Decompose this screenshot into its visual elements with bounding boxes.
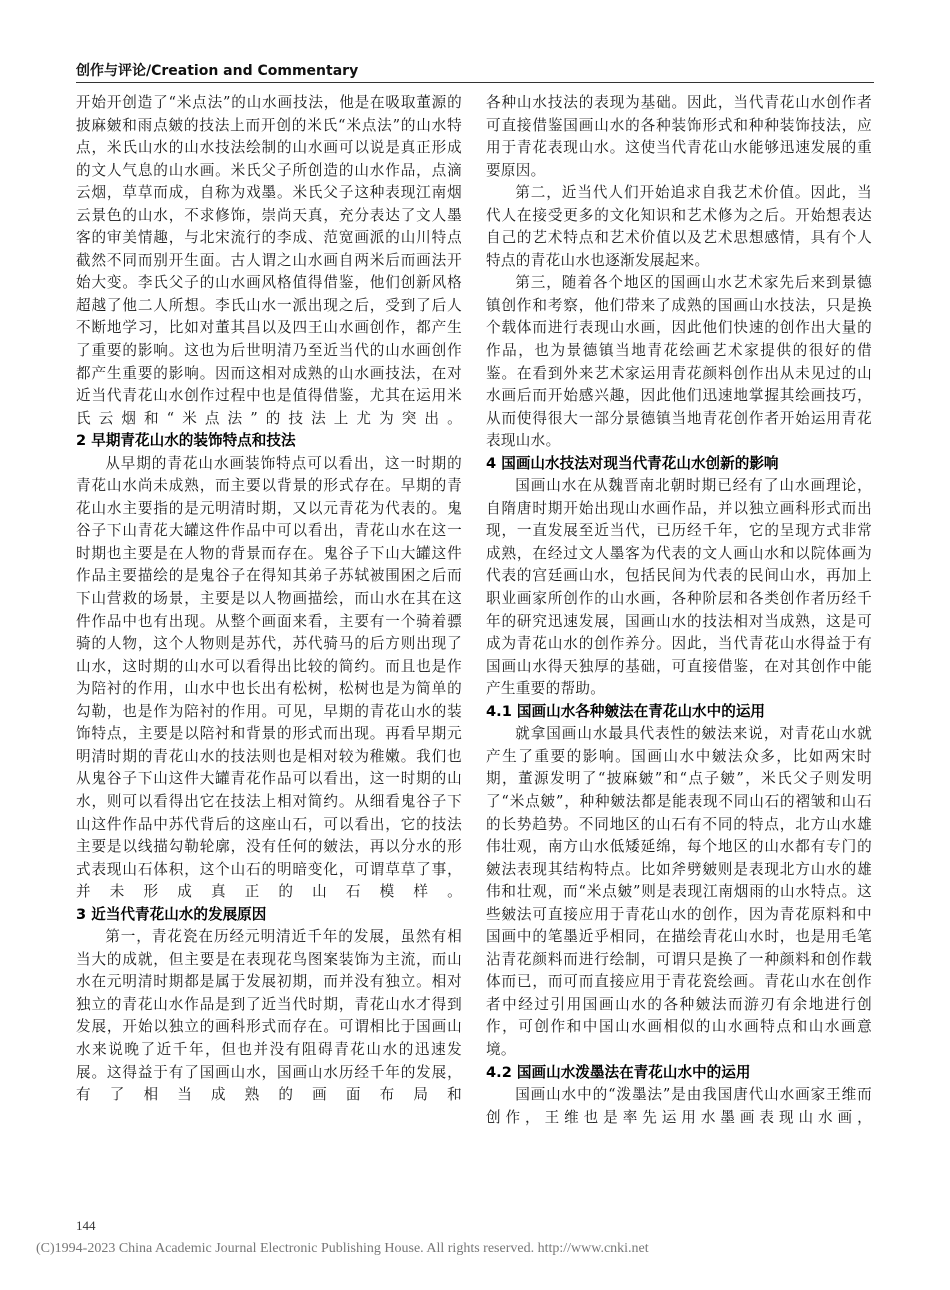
- journal-header: 创作与评论/Creation and Commentary: [76, 63, 359, 79]
- section-heading: 2 早期青花山水的装饰特点和技法: [76, 432, 296, 450]
- header-divider: [76, 82, 874, 83]
- paragraph: 各种山水技法的表现为基础。因此，当代青花山水创作者可直接借鉴国画山水的各种装饰形式和种种装饰技法，应用于青花表现山水。这使当代青花山水能够迅速发展的重要原因。: [486, 94, 872, 179]
- right-column: [486, 92, 872, 1129]
- paragraph: 开始开创造了“米点法”的山水画技法，他是在吸取董源的披麻皴和雨点皴的技法上而开创的米氏“米点法”的山水特点，米氏山水的山水技法绘制的山水画可以说是真正形成的文人气息的山水画。米氏父子所创造的山水作品，点滴云烟，草草而成，自称为戏墨。米氏父子这种表现江南烟云景色的山水，不求修饰，崇尚天真，充分表达了文人墨客的审美情趣，与北宋流行的李成、范宽画派的山川特点截然不同而别开生面。古人谓之山水画自两米后而画法开始大变。李氏父子的山水画风格值得借鉴，他们创新风格超越了他二人所想。李氏山水一派出现之后，受到了后人不断地学习，比如对董其昌以及四王山水画创作，都产生了重要的影响。这也为后世明清乃至近当代的山水画创作都产生重要的影响。因而这相对成熟的山水画技法，在对近当代青花山水创作过程中也是值得借鉴，尤其在运用米氏云烟和“米点法”的技法上尤为突出。: [76, 94, 462, 427]
- subsection-heading: 4.1 国画山水各种皴法在青花山水中的运用: [486, 702, 766, 720]
- paragraph: 国画山水中的“泼墨法”是由我国唐代山水画家王维而创作，王维也是率先运用水墨画表现山水画，: [486, 1086, 872, 1126]
- left-column: [76, 92, 462, 1107]
- paragraph: 就拿国画山水最具代表性的皴法来说，对青花山水就产生了重要的影响。国画山水中皴法众多，比如两宋时期，董源发明了“披麻皴”和“点子皴”，米氏父子则发明了“米点皴”，种种皴法都是能表现不同山石的褶皱和山石的长势趋势。不同地区的山石有不同的特点，北方山水雄伟壮观，南方山水低矮延绵，每个地区的山水都有专门的皴法表现其结构特点。比如斧劈皴则是表现北方山水的雄伟和壮观，而“米点皴”则是表现江南烟雨的山水特点。这些皴法可直接应用于青花山水的创作，因为青花原料和中国画中的笔墨近乎相同，在描绘青花山水时，也是用毛笔沾青花颜料而进行绘制，可谓只是换了一种颜料和创作载体而已，而可而直接应用于青花瓷绘画。青花山水在创作者中经过引用国画山水的各种皴法而游刃有余地进行创作，可创作和中国山水画相似的山水画特点和山水画意境。: [486, 725, 872, 1058]
- section-heading: 3 近当代青花山水的发展原因: [76, 905, 267, 923]
- paragraph: 国画山水在从魏晋南北朝时期已经有了山水画理论，自隋唐时期开始出现山水画作品，并以独立画科形式而出现，一直发展至近当代，已历经千年，它的呈现方式非常成熟，在经过文人墨客为代表的文人画山水和以院体画为代表的宫廷画山水，包括民间为代表的民间山水，再加上职业画家所创作的山水画，各种阶层和各类创作者历经千年的研究迅速发展，国画山水的技法相对当成熟，这是可成为青花山水的创作养分。因此，当代青花山水得益于有国画山水得天独厚的基础，可直接借鉴，在对其创作中能产生重要的帮助。: [486, 477, 872, 698]
- paragraph: 第三，随着各个地区的国画山水艺术家先后来到景德镇创作和考察，他们带来了成熟的国画山水技法，只是换个载体而进行表现山水画，因此他们快速的创作出大量的作品，也为景德镇当地青花绘画艺术家提供的很好的借鉴。在看到外来艺术家运用青花颜料创作出从未见过的山水画后而开始感兴趣，因此他们迅速地掌握其绘画技巧，从而使得很大一部分景德镇当地青花创作者开始运用青花表现山水。: [486, 274, 872, 450]
- section-heading: 4 国画山水技法对现当代青花山水创新的影响: [486, 454, 779, 472]
- copyright-notice: (C)1994-2023 China Academic Journal Electronic Publishing House. All rights reserved. http://www.cnki.net: [36, 1241, 649, 1256]
- paragraph: 第一，青花瓷在历经元明清近千年的发展，虽然有相当大的成就，但主要是在表现花鸟图案装饰为主流，而山水在元明清时期都是属于发展初期，而并没有独立。相对独立的青花山水作品是到了近当代时期，青花山水才得到发展，开始以独立的画科形式而存在。可谓相比于国画山水来说晚了近千年，但也并没有阻碍青花山水的迅速发展。这得益于有了国画山水，国画山水历经千年的发展，有了相当成熟的画面布局和: [76, 928, 462, 1104]
- paragraph: 从早期的青花山水画装饰特点可以看出，这一时期的青花山水尚未成熟，而主要以背景的形式存在。早期的青花山水主要指的是元明清时期，又以元青花为代表的。鬼谷子下山青花大罐这件作品中可以看出，青花山水在这一时期也主要是在人物的背景而存在。鬼谷子下山大罐这件作品主要描绘的是鬼谷子在得知其弟子苏轼被围困之后而下山营救的场景，主要是以人物画描绘，而山水在其在这件作品中也有出现。从整个画面来看，主要有一个骑着骠骑的人物，这个人物则是苏代，苏代骑马的后方则出现了山水，这时期的山水可以看得出比较的简约。而且也是作为陪衬的作用，山水中也长出有松树，松树也是为简单的勾勒，也是作为陪衬的作用。可见，早期的青花山水的装饰特点，主要是以陪衬和背景的形式而出现。再看早期元明清时期的青花山水的技法则也是相对较为稚嫩。我们也从鬼谷子下山这件大罐青花作品可以看出，这一时期的山水，则可以看得出它在技法上相对简约。从细看鬼谷子下山这件作品中苏代背后的这座山石，可以看出，它的技法主要是以线描勾勒轮廓，没有任何的皴法，再以分水的形式表现山石体积，这个山石的明暗变化，可谓草草了事，并未形成真正的山石模样。: [76, 454, 462, 901]
- paragraph: 第二，近当代人们开始追求自我艺术价值。因此，当代人在接受更多的文化知识和艺术修为之后。开始想表达自己的艺术特点和艺术价值以及艺术思想感情，具有个人特点的青花山水也逐渐发展起来。: [486, 184, 872, 269]
- page-number: 144: [76, 1218, 96, 1233]
- subsection-heading: 4.2 国画山水泼墨法在青花山水中的运用: [486, 1063, 751, 1081]
